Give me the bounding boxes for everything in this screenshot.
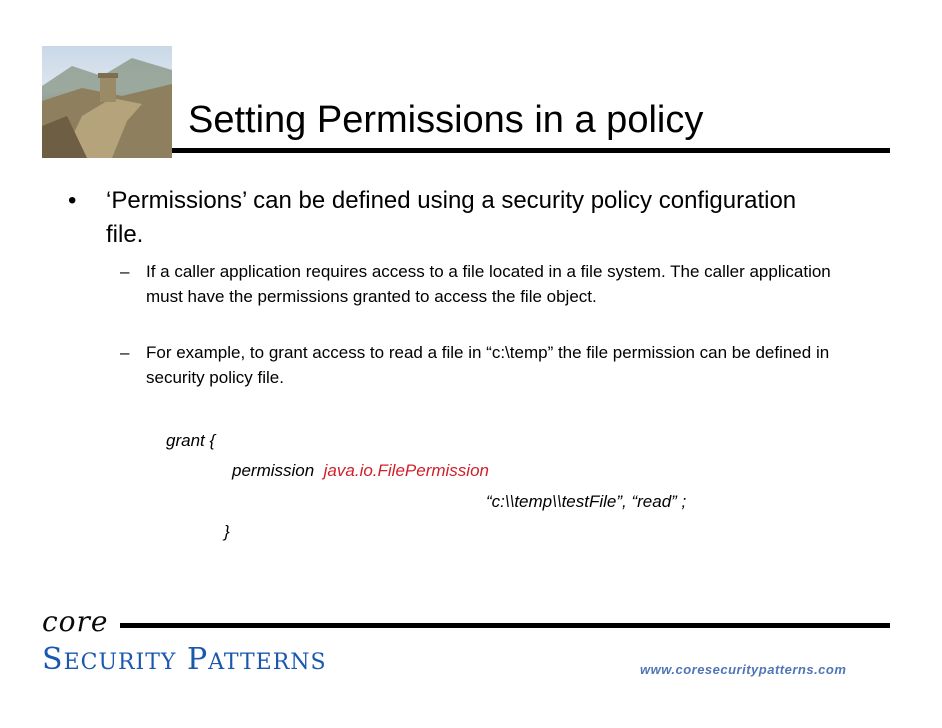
main-bullet-text: ‘Permissions’ can be defined using a security policy configuration file. <box>106 187 797 248</box>
logo-security-patterns <box>42 640 327 683</box>
sub-bullet-text: If a caller application requires access to a file located in a file system. The caller application must have the permissions granted to access the file object. <box>146 262 831 306</box>
dash-symbol: – <box>120 343 130 362</box>
great-wall-photo <box>42 46 172 158</box>
dash-symbol: – <box>120 262 130 281</box>
code-line-grant: grant { <box>166 431 216 450</box>
footer-rule <box>120 623 890 628</box>
code-line-permission <box>232 460 489 482</box>
code-line-args: “c:\\temp\\testFile”, “read” ; <box>486 492 687 511</box>
code-line-close: } <box>224 522 230 541</box>
bullet-symbol: • <box>68 187 77 214</box>
sub-bullet-text: For example, to grant access to read a file in “c:\temp” the file permission can be defined in security policy file. <box>146 343 830 387</box>
code-class-name: java.io.FilePermission <box>323 461 489 480</box>
slide-title: Setting Permissions in a policy <box>188 99 704 141</box>
logo-word-ecurity: ECURITY <box>63 650 177 675</box>
logo-word-atterns: ATTERNS <box>208 650 327 675</box>
footer-url: www.coresecuritypatterns.com <box>640 662 847 677</box>
logo-core-text: core <box>42 605 109 638</box>
logo-cap-p: P <box>187 642 209 677</box>
code-keyword: permission <box>232 461 315 480</box>
logo-cap-s: S <box>42 642 64 677</box>
title-underline <box>172 148 890 153</box>
